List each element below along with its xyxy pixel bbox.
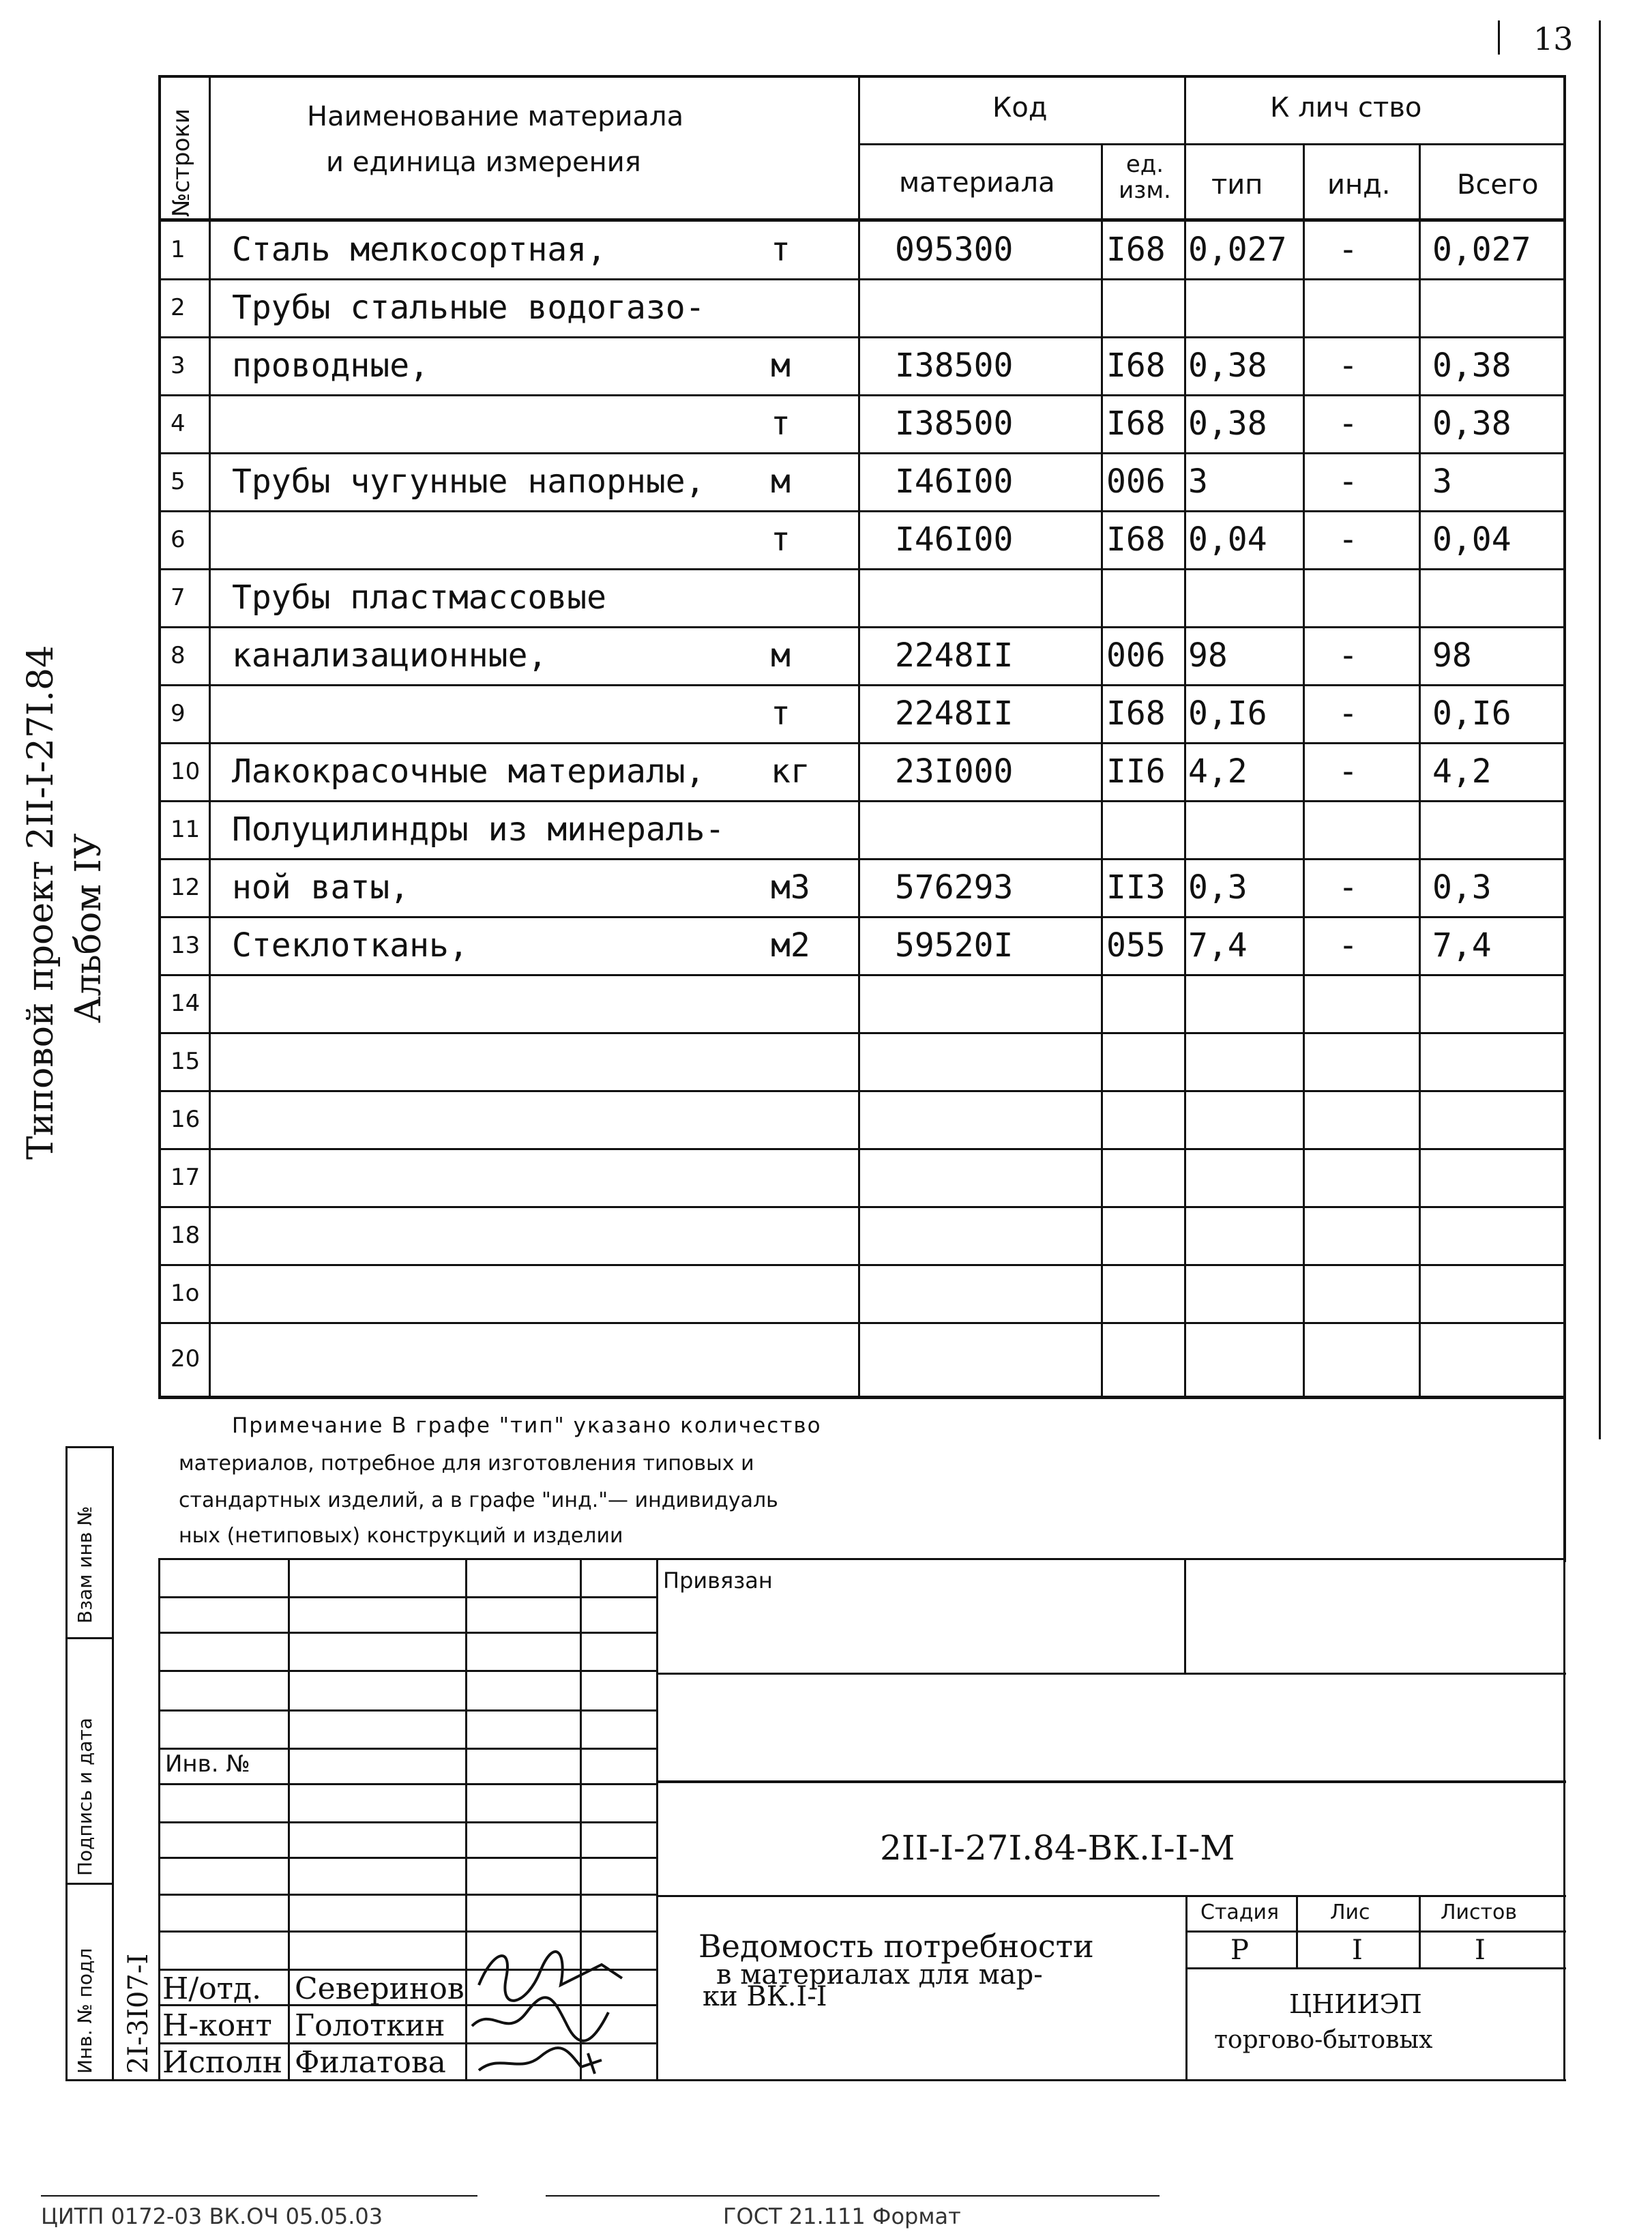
material-code: I46I00 [895, 520, 1014, 559]
unit: т [771, 520, 791, 559]
role-3: Исполн [162, 2045, 283, 2080]
privyazan-label: Привязан [663, 1568, 773, 1594]
qty-type: 7,4 [1188, 926, 1248, 965]
vzam-label: Взам инв № [74, 1506, 96, 1624]
qty-total: 0,38 [1432, 404, 1511, 443]
row-number: 7 [171, 583, 186, 611]
unit-code: 006 [1106, 636, 1166, 675]
qty-total: 0,04 [1432, 520, 1511, 559]
qty-ind: - [1338, 868, 1358, 907]
row-number: 9 [171, 699, 186, 727]
material-code: 2248II [895, 636, 1014, 675]
material-code: I38500 [895, 346, 1014, 385]
qty-total: 0,I6 [1432, 694, 1511, 733]
qty-ind: - [1338, 462, 1358, 501]
unit: м2 [771, 926, 810, 965]
qty-type: 4,2 [1188, 752, 1248, 791]
material-code: 576293 [895, 868, 1014, 907]
material-name: Полуцилиндры из минераль- [232, 810, 725, 849]
qty-total: 0,38 [1432, 346, 1511, 385]
row-number: 16 [171, 1105, 201, 1133]
qty-type: 0,38 [1188, 404, 1267, 443]
row-number: 3 [171, 351, 186, 379]
material-name: Трубы чугунные напорные, [232, 462, 705, 501]
material-name: ной ваты, [232, 868, 410, 907]
unit: м [771, 636, 791, 675]
row-number: 14 [171, 989, 201, 1017]
unit: т [771, 230, 791, 269]
listov-value: I [1475, 1935, 1486, 1966]
note-line3: стандартных изделий, а в графе "инд."— индивидуаль [179, 1488, 778, 1512]
list-value: I [1352, 1935, 1363, 1966]
unit-code: I68 [1106, 694, 1166, 733]
material-name: Трубы стальные водогазо- [232, 288, 705, 327]
material-name: канализационные, [232, 636, 548, 675]
inv-podl-label: Инв. № подл [74, 1948, 96, 2074]
row-number: 12 [171, 873, 201, 901]
qty-ind: - [1338, 346, 1358, 385]
material-code: 23I000 [895, 752, 1014, 791]
unit-code: 006 [1106, 462, 1166, 501]
row-number: 18 [171, 1221, 201, 1249]
header-qty-total: Всего [1457, 169, 1539, 201]
list-label: Лис [1330, 1900, 1370, 1924]
role-1-name: Северинов [295, 1971, 464, 2006]
qty-type: 0,I6 [1188, 694, 1267, 733]
qty-total: 0,3 [1432, 868, 1492, 907]
row-number: 1о [171, 1279, 200, 1307]
role-2: Н-конт [162, 2008, 272, 2043]
unit: м [771, 346, 791, 385]
qty-ind: - [1338, 926, 1358, 965]
material-name: проводные, [232, 346, 429, 385]
note-line1: Примечание В графе "тип" указано количество [232, 1413, 822, 1438]
note-line2: материалов, потребное для изготовления типовых и [179, 1452, 754, 1475]
row-number: 11 [171, 815, 201, 843]
org-line1: ЦНИИЭП [1289, 1989, 1422, 2019]
unit: т [771, 404, 791, 443]
unit-code: I68 [1106, 230, 1166, 269]
material-code: 095300 [895, 230, 1014, 269]
qty-type: 0,3 [1188, 868, 1248, 907]
unit: т [771, 694, 791, 733]
role-3-name: Филатова [295, 2045, 446, 2080]
qty-ind: - [1338, 694, 1358, 733]
stamp-title-line2: в материалах для мар- [716, 1959, 1043, 1991]
page-number: 13 [1533, 20, 1574, 57]
note-line4: ных (нетиповых) конструкций и изделии [179, 1524, 623, 1548]
footer-center: ГОСТ 21.111 Формат [723, 2203, 961, 2229]
stamp-title-line1: Ведомость потребности [698, 1928, 1094, 1965]
org-line2: торгово-бытовых [1214, 2026, 1433, 2054]
unit-code: II6 [1106, 752, 1166, 791]
side-caption-line2: Альбом IУ [68, 833, 109, 1023]
qty-type: 0,38 [1188, 346, 1267, 385]
material-code: 59520I [895, 926, 1014, 965]
qty-type: 0,027 [1188, 230, 1287, 269]
qty-ind: - [1338, 230, 1358, 269]
qty-ind: - [1338, 520, 1358, 559]
header-code: Код [992, 92, 1048, 123]
header-code-material: материала [899, 167, 1055, 199]
unit-code: I68 [1106, 404, 1166, 443]
listov-label: Листов [1441, 1900, 1518, 1924]
inv-no-label: Инв. № [165, 1750, 250, 1778]
row-number: 8 [171, 641, 186, 669]
podpis-label: Подпись и дата [74, 1718, 96, 1876]
header-rownum: №строки [168, 108, 195, 217]
header-name-line1: Наименование материала [307, 101, 684, 132]
footer-left: ЦИТП 0172-03 ВК.ОЧ 05.05.03 [41, 2203, 383, 2229]
stamp-title-line3: ки ВК.I-I [703, 1981, 827, 2012]
row-number: 5 [171, 467, 186, 495]
unit-code: 055 [1106, 926, 1166, 965]
material-name: Трубы пластмассовые [232, 578, 607, 617]
material-name: Сталь мелкосортная, [232, 230, 607, 269]
unit-code: II3 [1106, 868, 1166, 907]
header-name-line2: и единица измерения [326, 147, 641, 178]
material-code: I38500 [895, 404, 1014, 443]
unit: м3 [771, 868, 810, 907]
qty-ind: - [1338, 752, 1358, 791]
side-caption-line1: Типовой проект 2II-I-27I.84 [20, 645, 61, 1160]
unit: кг [771, 752, 810, 791]
row-number: 13 [171, 931, 201, 959]
stadia-value: Р [1230, 1935, 1249, 1966]
inv-podl-value: 2I-3I07-I [123, 1953, 154, 2074]
qty-ind: - [1338, 404, 1358, 443]
material-name: Лакокрасочные материалы, [232, 752, 705, 791]
qty-total: 98 [1432, 636, 1472, 675]
header-qty-type: тип [1211, 169, 1263, 201]
qty-total: 0,027 [1432, 230, 1531, 269]
stadia-label: Стадия [1200, 1900, 1280, 1924]
qty-total: 4,2 [1432, 752, 1492, 791]
qty-ind: - [1338, 636, 1358, 675]
material-code: 2248II [895, 694, 1014, 733]
header-quantity: К лич ство [1270, 92, 1422, 123]
role-1: Н/отд. [162, 1971, 262, 2006]
unit-code: I68 [1106, 520, 1166, 559]
header-qty-ind: инд. [1327, 169, 1391, 201]
row-number: 4 [171, 409, 186, 437]
doc-code: 2II-I-27I.84-ВК.I-I-М [880, 1828, 1235, 1868]
row-number: 15 [171, 1047, 201, 1075]
role-2-name: Голоткин [295, 2008, 445, 2043]
row-number: 1 [171, 235, 186, 263]
row-number: 2 [171, 293, 186, 321]
header-code-unit: ед. изм. [1119, 151, 1171, 204]
row-number: 17 [171, 1163, 201, 1191]
qty-type: 3 [1188, 462, 1208, 501]
row-number: 6 [171, 525, 186, 553]
material-name: Стеклоткань, [232, 926, 469, 965]
row-number: 10 [171, 757, 201, 785]
signature-scribbles [465, 1924, 656, 2081]
qty-type: 98 [1188, 636, 1228, 675]
qty-total: 3 [1432, 462, 1452, 501]
unit-code: I68 [1106, 346, 1166, 385]
material-code: I46I00 [895, 462, 1014, 501]
unit: м [771, 462, 791, 501]
row-number: 20 [171, 1345, 201, 1372]
qty-total: 7,4 [1432, 926, 1492, 965]
qty-type: 0,04 [1188, 520, 1267, 559]
